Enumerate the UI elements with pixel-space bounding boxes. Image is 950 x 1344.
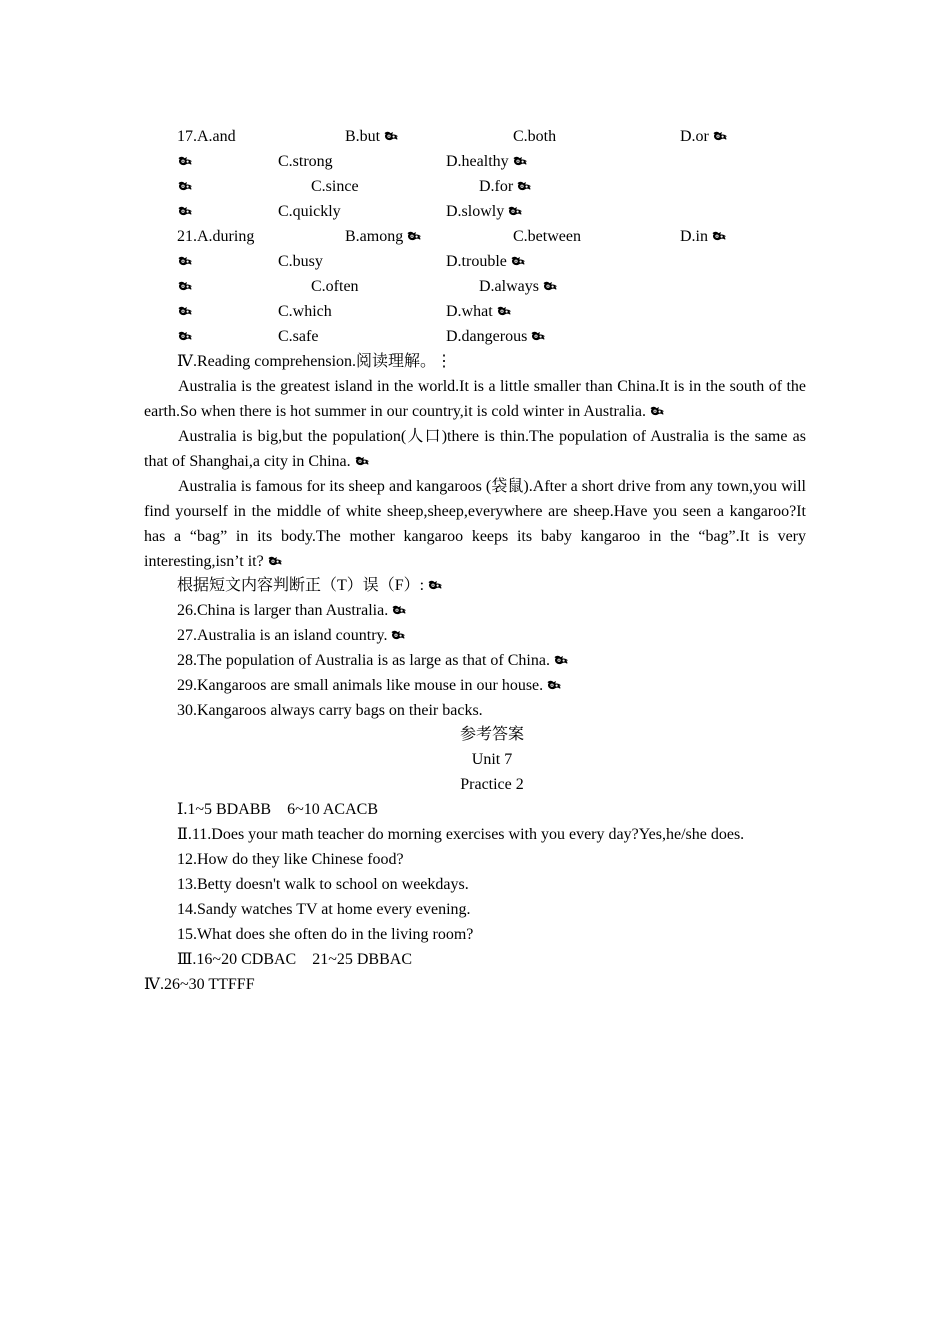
q18-mark [177,152,194,172]
q21-option-b [345,227,423,247]
statement-29 [177,676,563,696]
q22-option-d [446,252,527,272]
q21-option-d-text: D.in [680,228,708,245]
reading-paragraph-3 [144,474,806,574]
return-mark-icon [177,280,194,292]
q23-option-d [479,277,559,297]
return-mark-icon [267,555,284,567]
return-mark-icon [649,405,666,417]
answer-line-1: Ⅰ.1~5 BDABB 6~10 ACACB [177,801,379,818]
return-mark-icon [177,155,194,167]
q21-option-c: C.between [513,228,581,245]
q24-option-c: C.which [278,303,332,320]
q19-mark [177,177,194,197]
return-mark-icon [391,604,408,616]
return-mark-icon [546,679,563,691]
return-mark-icon [510,255,527,267]
statement-27 [177,626,407,646]
return-mark-icon [711,230,728,242]
q21-option-b-text: B.among [345,228,404,245]
q22-option-c: C.busy [278,253,323,270]
answer-line-7: Ⅲ.16~20 CDBAC 21~25 DBBAC [177,951,412,968]
q20-option-c: C.quickly [278,203,341,220]
true-false-instruction [177,576,444,596]
statement-28-text: 28.The population of Australia is as large as that of China. [177,652,550,669]
q22-option-d-text: D.trouble [446,253,507,270]
reading-heading: Ⅳ.Reading comprehension.阅读理解。⋮ [177,353,453,370]
return-mark-icon [177,180,194,192]
return-mark-icon [354,455,371,467]
q18-option-d [446,152,529,172]
q24-mark [177,302,194,322]
statement-27-text: 27.Australia is an island country. [177,627,388,644]
answer-line-2: Ⅱ.11.Does your math teacher do morning exercises with you every day?Yes,he/she does. [177,826,745,843]
q19-option-c: C.since [311,178,359,195]
statement-28 [177,651,570,671]
q20-option-d [446,202,524,222]
return-mark-icon [530,330,547,342]
q24-option-d-text: D.what [446,303,493,320]
return-mark-icon [496,305,513,317]
q25-option-c: C.safe [278,328,319,345]
q18-option-d-text: D.healthy [446,153,509,170]
return-mark-icon [177,255,194,267]
q21-option-d [680,227,728,247]
q19-option-d [479,177,533,197]
reading-paragraph-3-text: Australia is famous for its sheep and kangaroos (袋鼠).After a short drive from any town,you will find yourself in the middle of white sheep,sheep,everywhere are sheep.Have you seen a kangaroo?It has a “bag” in its body.The mother kangaroo keeps its baby kangaroo in the “bag”.It is very interesting,isn’t it? [144,478,806,570]
q17-option-d-text: D.or [680,128,709,145]
statement-30: 30.Kangaroos always carry bags on their backs. [177,702,483,719]
statement-26 [177,601,408,621]
answer-key-title: 参考答案 [459,726,524,743]
reading-paragraph-2-text: Australia is big,but the population(人口)there is thin.The population of Australia is the same as that of Shanghai,a city in China. [144,428,806,470]
q17-option-c: C.both [513,128,557,145]
q20-option-d-text: D.slowly [446,203,505,220]
return-mark-icon [383,130,400,142]
return-mark-icon [177,205,194,217]
answer-line-4: 13.Betty doesn't walk to school on weekdays. [177,876,469,893]
answer-line-6: 15.What does she often do in the living room? [177,926,474,943]
q20-mark [177,202,194,222]
q18-option-c: C.strong [278,153,333,170]
q23-option-c: C.often [311,278,359,295]
answer-key-practice: Practice 2 [460,776,524,793]
reading-paragraph-2 [144,424,806,474]
return-mark-icon [406,230,423,242]
true-false-instruction-text: 根据短文内容判断正（T）误（F）: [177,577,425,594]
q24-option-d [446,302,513,322]
return-mark-icon [712,130,729,142]
answer-line-8: Ⅳ.26~30 TTFFF [144,976,255,993]
statement-29-text: 29.Kangaroos are small animals like mouse in our house. [177,677,544,694]
q19-option-d-text: D.for [479,178,514,195]
q25-option-d-text: D.dangerous [446,328,528,345]
return-mark-icon [542,280,559,292]
return-mark-icon [427,579,444,591]
return-mark-icon [390,629,407,641]
answer-line-5: 14.Sandy watches TV at home every evening. [177,901,471,918]
q17-option-b-text: B.but [345,128,381,145]
q23-option-d-text: D.always [479,278,539,295]
q25-mark [177,327,194,347]
return-mark-icon [512,155,529,167]
q17-option-a: 17.A.and [177,128,236,145]
answer-key-unit: Unit 7 [471,751,513,768]
q23-mark [177,277,194,297]
return-mark-icon [553,654,570,666]
q17-option-b [345,127,400,147]
statement-26-text: 26.China is larger than Australia. [177,602,389,619]
return-mark-icon [177,330,194,342]
answer-line-3: 12.How do they like Chinese food? [177,851,404,868]
return-mark-icon [177,305,194,317]
q17-option-d [680,127,729,147]
q25-option-d [446,327,547,347]
q22-mark [177,252,194,272]
return-mark-icon [516,180,533,192]
reading-paragraph-1-text: Australia is the greatest island in the world.It is a little smaller than China.It is in the south of the earth.So when there is hot summer in our country,it is cold winter in Australia. [144,378,806,420]
reading-paragraph-1 [144,374,806,424]
return-mark-icon [507,205,524,217]
q21-option-a: 21.A.during [177,228,255,245]
